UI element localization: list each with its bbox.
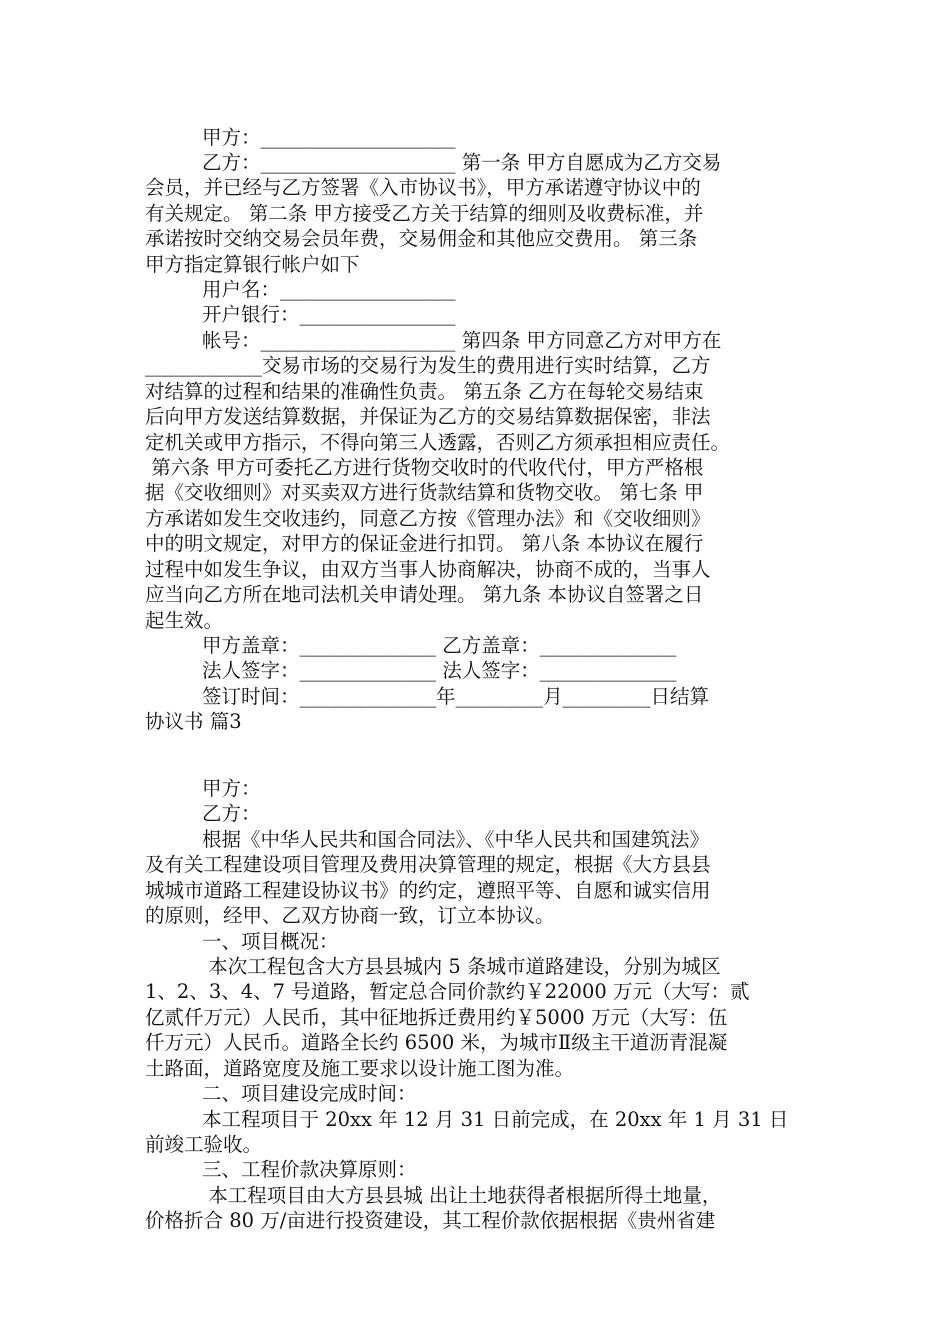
text-line: 定机关或甲方指示，不得向第三人透露，否则乙方须承担相应责任。 — [145, 431, 731, 454]
text-line: 的原则，经甲、乙双方协商一致，订立本协议。 — [145, 904, 555, 927]
text-line: 对结算的过程和结果的准确性负责。 第五条 乙方在每轮交易结束 — [145, 380, 704, 403]
text-line: 后向甲方发送结算数据，并保证为乙方的交易结算数据保密，非法 — [145, 405, 711, 428]
text-line: 二、项目建设完成时间： — [202, 1082, 417, 1105]
text-line: 会员，并已经与乙方签署《入市协议书》，甲方承诺遵守协议中的 — [145, 176, 701, 199]
text-line: 一、项目概况： — [202, 930, 339, 953]
text-line: 甲方：____________________ — [202, 126, 456, 149]
text-line: 及有关工程建设项目管理及费用决算管理的规定，根据《大方县县 — [145, 853, 711, 876]
text-line: 三、工程价款决算原则： — [202, 1158, 417, 1181]
text-line: 亿贰仟万元）人民币，其中征地拆迁费用约￥5000 万元（大写：伍 — [145, 1006, 728, 1029]
text-line: 帐号：____________________ 第四条 甲方同意乙方对甲方在 — [202, 329, 722, 352]
text-line: 法人签字：______________ 法人签字：______________ — [202, 659, 677, 682]
text-line: 甲方： — [202, 777, 261, 800]
text-line: 根据《中华人民共和国合同法》、《中华人民共和国建筑法》 — [202, 828, 710, 851]
text-line: 用户名：__________________ — [202, 278, 456, 301]
text-line: 起生效。 — [145, 609, 224, 632]
text-line: 协议书 篇3 — [145, 710, 242, 733]
text-line: 乙方： — [202, 802, 261, 825]
text-line: 中的明文规定，对甲方的保证金进行扣罚。 第八条 本协议在履行 — [145, 532, 704, 555]
text-line: 甲方盖章：______________ 乙方盖章：______________ — [202, 634, 677, 657]
text-line: 前竣工验收。 — [145, 1133, 263, 1156]
text-line: 第六条 甲方可委托乙方进行货物交收时的代收代付，甲方严格根 — [145, 456, 704, 479]
text-line: 土路面，道路宽度及施工要求以设计施工图为准。 — [145, 1057, 575, 1080]
text-line: 开户银行：________________ — [202, 303, 456, 326]
text-line: 乙方：____________________ 第一条 甲方自愿成为乙方交易 — [202, 151, 722, 174]
text-line: 甲方指定算银行帐户如下 — [145, 253, 360, 276]
text-line: 本次工程包含大方县县城内 5 条城市道路建设，分别为城区 — [202, 955, 721, 978]
text-line: ____________交易市场的交易行为发生的费用进行实时结算，乙方 — [145, 354, 711, 377]
text-line: 1、2、3、4、7 号道路，暂定总合同价款约￥22000 万元（大写：贰 — [145, 980, 750, 1003]
text-line: 方承诺如发生交收违约，同意乙方按《管理办法》和《交收细则》 — [145, 507, 711, 530]
text-line: 价格折合 80 万/亩进行投资建设，其工程价款依据根据《贵州省建 — [145, 1209, 716, 1232]
text-line: 签订时间：______________年_________月_________日结算 — [202, 685, 710, 708]
text-line: 仟万元）人民币。道路全长约 6500 米，为城市Ⅱ级主干道沥青混凝 — [145, 1031, 728, 1054]
text-line: 有关规定。 第二条 甲方接受乙方关于结算的细则及收费标准，并 — [145, 202, 704, 225]
text-line: 本工程项目于 20xx 年 12 月 31 日前完成，在 20xx 年 1 月 31 日 — [202, 1108, 789, 1131]
text-line: 应当向乙方所在地司法机关申请处理。 第九条 本协议自签署之日 — [145, 583, 704, 606]
text-line: 城城市道路工程建设协议书》的约定，遵照平等、自愿和诚实信用 — [145, 879, 711, 902]
text-line: 据《交收细则》对买卖双方进行货款结算和货物交收。 第七条 甲 — [145, 481, 704, 504]
text-line: 本工程项目由大方县县城 出让土地获得者根据所得土地量， — [202, 1184, 722, 1207]
text-line: 承诺按时交纳交易会员年费，交易佣金和其他应交费用。 第三条 — [145, 227, 698, 250]
text-line: 过程中如发生争议，由双方当事人协商解决，协商不成的，当事人 — [145, 558, 711, 581]
